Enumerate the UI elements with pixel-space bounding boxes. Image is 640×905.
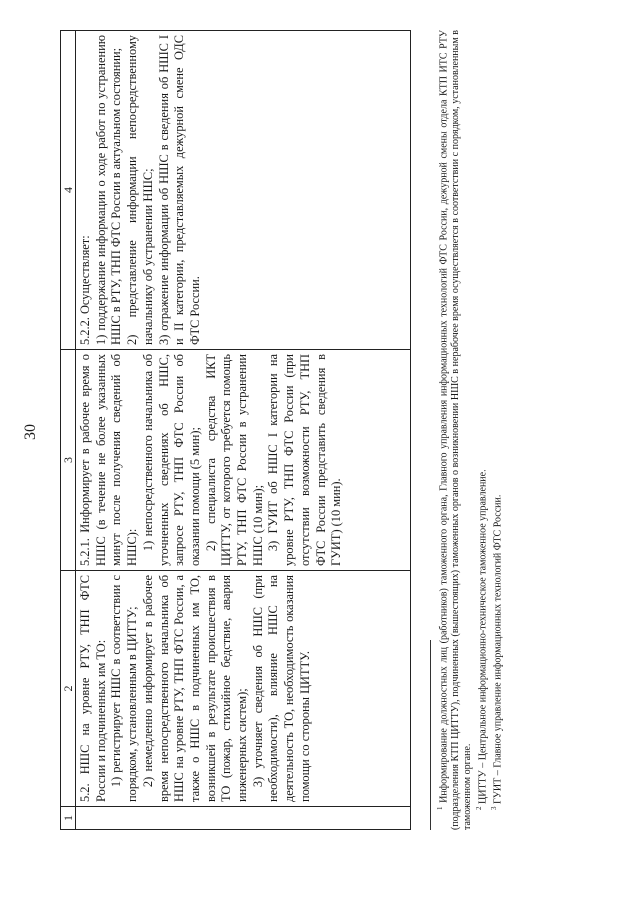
footnote-mark: 1 [436, 806, 444, 810]
col3-para: 5.2.1. Информирует в рабочее время о НШС (в течение не более указанных минут после получения сведений об НШС): [78, 354, 140, 566]
col4-para: 5.2.2. Осуществляет: [78, 235, 92, 345]
footnote-text: ЦИТТУ – Центральное информационно-техническое таможенное управление. [477, 469, 489, 804]
col3-para: 2) специалиста средства ИКТ ЦИТТУ, от которого требуется помощь РТУ, ТНП ФТС России в устранении НШС (10 мин); [203, 354, 265, 566]
header-col-4: 4 [61, 31, 76, 350]
footnote-text: Информирование должностных лиц (работников) таможенного органа, Главного управления информационных технологий ФТС России, дежурной смены отдела КТП ИТС РТУ (подразделения КТП ЦИТТУ), подчиненных (вышестоящих) таможенных органов о возникновении НШС в нерабочее время осуществляется в соответствии с порядком, установленным в таможенном органе. [438, 29, 473, 830]
col2-para: 3) уточняет сведения об НШС (при необходимости), влияние НШС на деятельность ТО, необходимость оказания помощи со стороны ЦИТТУ. [250, 575, 312, 802]
col4-para: 1) поддержание информации о ходе работ по устранению НШС в РТУ, ТНП ФТС России в актуальном состоянии; [93, 35, 124, 345]
cell-col-2 [76, 571, 411, 807]
footnotes [435, 30, 504, 830]
table-row [76, 31, 411, 830]
footnote-mark: 2 [474, 806, 483, 810]
col4-para: 3) отражение информации об НШС в сведения об НШС I и II категории, представляемых дежурной смене ОДС ФТС России. [156, 35, 202, 345]
cell-col-3 [76, 350, 411, 571]
col2-para: 1) регистрирует НШС в соответствии с порядком, установленным в ЦИТТУ; [109, 575, 140, 802]
col3-para: 1) непосредственного начальника об уточненных сведениях об НШС, запросе РТУ, ТНП ФТС России об оказании помощи (5 мин); [140, 354, 202, 566]
cell-col-1 [76, 807, 411, 830]
header-col-2: 2 [61, 571, 76, 807]
col3-para: 3) ГУИТ об НШС I категории на уровне РТУ, ТНП ФТС России (при отсутствии возможности РТУ, ТНП ФТС России представить сведения в ГУИТ) (10 мин). [266, 354, 344, 566]
rotated-document-sheet [50, 22, 610, 888]
footnote-3 [489, 30, 504, 830]
footnote-1 [435, 30, 474, 830]
footnote-mark: 3 [489, 806, 498, 810]
footnote-divider [430, 640, 431, 830]
footnote-text: ГУИТ – Главное управление информационных технологий ФТС России. [492, 494, 504, 804]
col2-para: 5.2. НШС на уровне РТУ, ТНП ФТС России и подчиненных им ТО: [78, 575, 108, 802]
cell-col-4 [76, 31, 411, 350]
header-col-1: 1 [61, 807, 76, 830]
page-number: 30 [22, 424, 39, 440]
footnote-2 [474, 30, 489, 830]
procedure-table [60, 30, 411, 830]
header-col-3: 3 [61, 350, 76, 571]
col4-para: 2) представление информации непосредственному начальнику об устранении НШС; [125, 35, 155, 345]
col2-para: 2) немедленно информирует в рабочее время непосредственного начальника об НШС на уровне РТУ, ТНП ФТС России, а также о НШС в подчиненных им ТО, возникшей в результате происшествия в ТО (пожар, стихийное бедствие, авария инженерных систем); [140, 575, 250, 802]
table-header-row [61, 31, 76, 830]
